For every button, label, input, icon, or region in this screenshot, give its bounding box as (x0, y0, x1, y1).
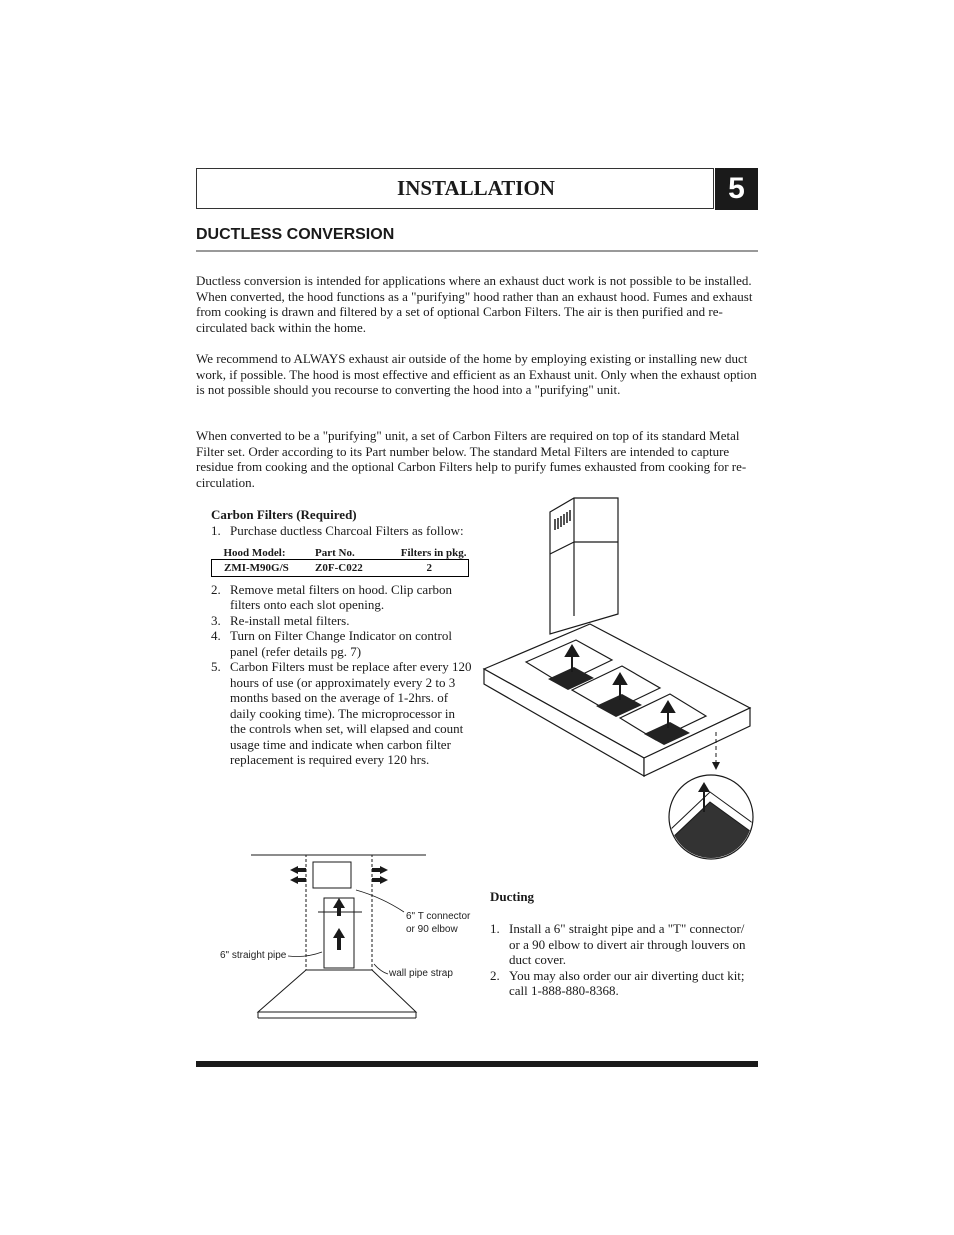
paragraph-intro: Ductless conversion is intended for applications where an exhaust duct work is not possible to be installed. When converted, the hood functions as a "purifying" hood rather than an exhaust hood. Fumes and exhaust from cooking is drawn and filtered by a set of optional Carbon Filters. The air is then purified and re-circulated back within the home. (196, 273, 753, 335)
table-cell: Z0F-C022 (313, 559, 379, 576)
step-number: 1. (490, 921, 500, 936)
step-number: 2. (211, 581, 221, 597)
label-elbow: or 90 elbow (406, 924, 458, 935)
table-row (212, 559, 469, 576)
ducting-heading: Ducting (490, 889, 535, 904)
step-text: Install a 6" straight pipe and a "T" connector/ or a 90 elbow to divert air through louvers on duct cover. (509, 921, 746, 967)
section-title: DUCTLESS CONVERSION (196, 226, 395, 243)
step-number: 1. (211, 523, 221, 538)
list-item (211, 628, 473, 659)
page-title: INSTALLATION (397, 176, 555, 200)
label-straight-pipe: 6" straight pipe (220, 950, 287, 961)
step-number: 3. (211, 612, 221, 628)
step-text: Purchase ductless Charcoal Filters as follow: (230, 523, 464, 538)
step-text: Carbon Filters must be replace after every 120 hours of use (or approximately every 2 to 3 months based on the average of 1-2hrs. of daily cooking time). The microprocessor in the controls when set, will elapsed and count usage time and indicate when carbon filter replacement is required every 120 hrs. (230, 659, 472, 767)
hood-filter-illustration (478, 494, 760, 866)
carbon-filters-section (211, 507, 473, 768)
table-cell: ZMI-M90G/S (212, 559, 314, 576)
page-number-badge: 5 (715, 168, 758, 210)
section-divider (196, 250, 758, 252)
step-number: 5. (211, 659, 221, 674)
t-connector (313, 862, 351, 888)
chimney-cover (550, 498, 618, 634)
step-text: You may also order our air diverting duct kit; call 1-888-880-8368. (509, 967, 745, 998)
step-text: Re-install metal filters. (230, 612, 350, 628)
carbon-steps-list (211, 523, 473, 539)
table-header: Part No. (315, 546, 355, 559)
list-item (490, 921, 752, 968)
list-item (211, 582, 473, 613)
list-item (490, 968, 752, 999)
carbon-steps-list-continued (211, 582, 473, 768)
ducting-steps-list (490, 921, 752, 999)
list-item (211, 659, 473, 768)
table-header-row (212, 547, 469, 560)
table-header: Filters in pkg. (400, 546, 467, 559)
filters-table (211, 547, 469, 577)
label-t-connector: 6" T connector (406, 911, 471, 922)
list-item (211, 613, 473, 629)
table-header: Hood Model: (223, 546, 286, 559)
step-number: 2. (490, 967, 500, 983)
step-text: Remove metal filters on hood. Clip carbon filters onto each slot opening. (230, 581, 453, 612)
step-text: Turn on Filter Change Indicator on control panel (refer details pg. 7) (230, 628, 452, 659)
list-item (211, 523, 473, 539)
paragraph-recommend: We recommend to ALWAYS exhaust air outside of the home by employing existing or installing new duct work, if possible. The hood is most effective and efficient as an Exhaust unit. Only when the exhaust option is not possible should you recourse to converting the hood into a "purifying" unit. (196, 351, 757, 398)
carbon-filters-heading: Carbon Filters (Required) (211, 507, 357, 522)
paragraph-purifying: When converted to be a "purifying" unit, a set of Carbon Filters are required on top of its standard Metal Filter set. Order according to its Part number below. The standard Metal Filters are intended to capture residue from cooking and the optional Carbon Filters help to purify fumes exhausted from cooking for re-circulation. (196, 428, 747, 490)
footer-bar (196, 1061, 758, 1067)
ducting-section (490, 889, 752, 999)
step-number: 4. (211, 628, 221, 643)
label-wall-pipe-strap: wall pipe strap (389, 968, 453, 979)
ducting-diagram (216, 852, 480, 1020)
table-cell: 2 (379, 559, 468, 576)
